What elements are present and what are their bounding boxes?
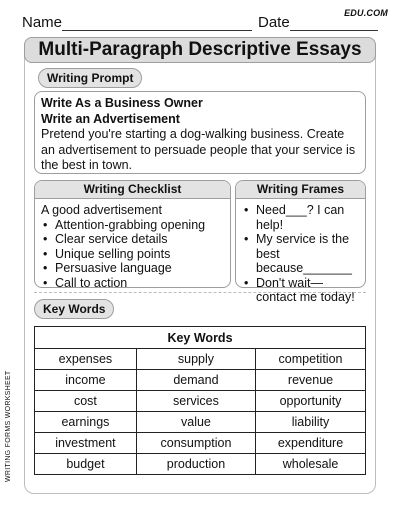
table-cell: budget	[35, 454, 137, 475]
table-row	[35, 412, 366, 433]
table-cell: demand	[136, 370, 255, 391]
table-cell: expenses	[35, 349, 137, 370]
writing-checklist-heading: Writing Checklist	[35, 181, 230, 199]
table-cell: production	[136, 454, 255, 475]
key-words-heading: Key Words	[34, 299, 114, 319]
writing-frames-box	[235, 180, 366, 304]
table-row	[35, 349, 366, 370]
table-cell: cost	[35, 391, 137, 412]
table-row	[35, 391, 366, 412]
prompt-line-1: Write As a Business Owner	[41, 96, 203, 110]
table-cell: investment	[35, 433, 137, 454]
prompt-body: Pretend you're starting a dog-walking business. Create an advertisement to persuade people that your service is the best in town.	[41, 127, 356, 172]
frame-item: • Need___? I can help!	[242, 203, 359, 232]
section-divider	[34, 292, 366, 293]
checklist-item: • Call to action	[41, 276, 224, 291]
table-row	[35, 370, 366, 391]
name-label: Name	[22, 14, 63, 31]
checklist-intro: A good advertisement	[41, 203, 162, 217]
key-words-table	[34, 326, 366, 475]
writing-frames-heading: Writing Frames	[236, 181, 365, 199]
table-cell: expenditure	[256, 433, 366, 454]
checklist-item: • Persuasive language	[41, 261, 224, 276]
name-line	[62, 30, 252, 31]
writing-checklist-box	[34, 180, 231, 288]
checklist-item: • Clear service details	[41, 232, 224, 247]
table-cell: opportunity	[256, 391, 366, 412]
table-cell: services	[136, 391, 255, 412]
checklist-item: • Attention-grabbing opening	[41, 218, 224, 233]
table-cell: liability	[256, 412, 366, 433]
table-cell: value	[136, 412, 255, 433]
table-row	[35, 433, 366, 454]
table-cell: earnings	[35, 412, 137, 433]
table-cell: competition	[256, 349, 366, 370]
frame-item: • My service is the best because_______	[242, 232, 359, 276]
table-heading: Key Words	[35, 327, 366, 349]
table-cell: income	[35, 370, 137, 391]
table-cell: consumption	[136, 433, 255, 454]
checklist-item: • Unique selling points	[41, 247, 224, 262]
table-cell: revenue	[256, 370, 366, 391]
table-row	[35, 454, 366, 475]
prompt-line-2: Write an Advertisement	[41, 111, 180, 126]
writing-prompt-box	[34, 91, 366, 174]
page-title: Multi-Paragraph Descriptive Essays	[24, 37, 376, 63]
writing-prompt-heading: Writing Prompt	[38, 68, 142, 88]
table-cell: wholesale	[256, 454, 366, 475]
frame-item: • Don't wait—contact me today!	[242, 276, 359, 305]
table-cell: supply	[136, 349, 255, 370]
date-label: Date	[258, 14, 290, 31]
date-line	[290, 30, 378, 31]
logo: EDU.COM	[344, 8, 388, 18]
